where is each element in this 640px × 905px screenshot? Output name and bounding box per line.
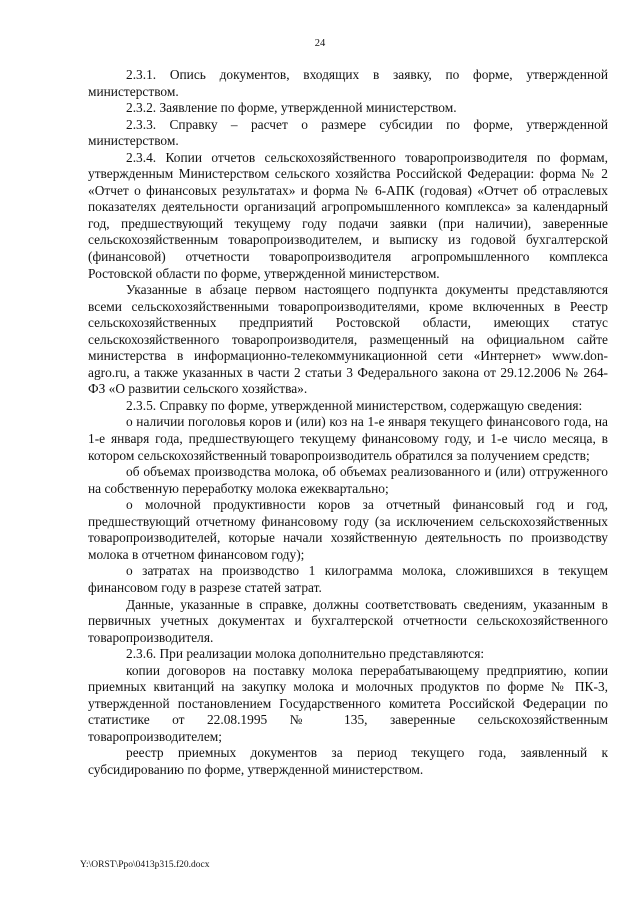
document-body bbox=[88, 67, 608, 779]
paragraph-data-compliance: Данные, указанные в справке, должны соответствовать сведениям, указанным в первичных учетных документах и бухгалтерской отчетности сельскохозяйственного товаропроизводителя. bbox=[88, 596, 608, 645]
paragraph-milk-productivity: о молочной продуктивности коров за отчетный финансовый год и год, предшествующий отчетному финансовому году (за исключением сельскохозяйственных товаропроизводителей, которые начали хозяйственную деятельность по производству молока в отчетном финансовом году); bbox=[88, 497, 608, 562]
paragraph-livestock-info: о наличии поголовья коров и (или) коз на 1-е января текущего финансового года, на 1-е января года, предшествующего текущему финансовому году, и 1-е число месяца, в котором сельскохозяйственный товаропроизводитель обратился за получением средств; bbox=[88, 414, 608, 463]
paragraph-document-registry: реестр приемных документов за период текущего года, заявленный к субсидированию по форме, утвержденной министерством. bbox=[88, 745, 608, 777]
paragraph-milk-volumes: об объемах производства молока, об объемах реализованного и (или) отгруженного на собственную переработку молока ежеквартально; bbox=[88, 464, 608, 496]
paragraph-2-3-2: 2.3.2. Заявление по форме, утвержденной министерством. bbox=[126, 100, 457, 116]
paragraph-2-3-3: 2.3.3. Справку – расчет о размере субсидии по форме, утвержденной министерством. bbox=[88, 116, 608, 149]
paragraph-2-3-4: 2.3.4. Копии отчетов сельскохозяйственного товаропроизводителя по формам, утвержденным Министерством сельского хозяйства Российской Федерации: форма № 2 «Отчет о финансовых результатах» и форма № 6-АПК (годовая) «Отчет об отраслевых показателях деятельности организаций агропромышленного комплекса» за календарный год, предшествующий текущему году подачи заявки (при наличии), заверенные сельскохозяйственным товаропроизводителем, и выписку из годовой бухгалтерской (финансовой) отчетности товаропроизводителя агропромышленного комплекса Ростовской области по форме, утвержденной министерством. bbox=[88, 149, 608, 281]
paragraph-contract-copies: копии договоров на поставку молока перерабатывающему предприятию, копии приемных квитанций на закупку молока и молочных продуктов по форме № ПК-3, утвержденной постановлением Государственного комитета Российской Федерации по статистике от 22.08.1995 № 135, заверенные сельскохозяйственным товаропроизводителем; bbox=[88, 662, 608, 744]
paragraph-2-3-6: 2.3.6. При реализации молока дополнительно представляются: bbox=[126, 646, 485, 662]
footer-file-path: Y:\ORST\Ppo\0413p315.f20.docx bbox=[80, 860, 210, 870]
page-number: 24 bbox=[314, 38, 326, 49]
paragraph-2-3-5: 2.3.5. Справку по форме, утвержденной министерством, содержащую сведения: bbox=[126, 397, 583, 413]
paragraph-2-3-1: 2.3.1. Опись документов, входящих в заявку, по форме, утвержденной министерством. bbox=[88, 67, 608, 99]
paragraph-documents-note: Указанные в абзаце первом настоящего подпункта документы представляются всеми сельскохозяйственными товаропроизводителями, кроме включенных в Реестр сельскохозяйственных предприятий Ростовской области, имеющих статус сельскохозяйственного товаропроизводителя, размещенный на официальном сайте министерства в информационно-телекоммуникационной сети «Интернет» www.don-agro.ru, а также указанных в части 2 статьи 3 Федерального закона от 29.12.2006 № 264-ФЗ «О развитии сельского хозяйства». bbox=[88, 282, 608, 397]
paragraph-production-costs: о затратах на производство 1 килограмма молока, сложившихся в текущем финансовом году в разрезе статей затрат. bbox=[88, 563, 608, 595]
